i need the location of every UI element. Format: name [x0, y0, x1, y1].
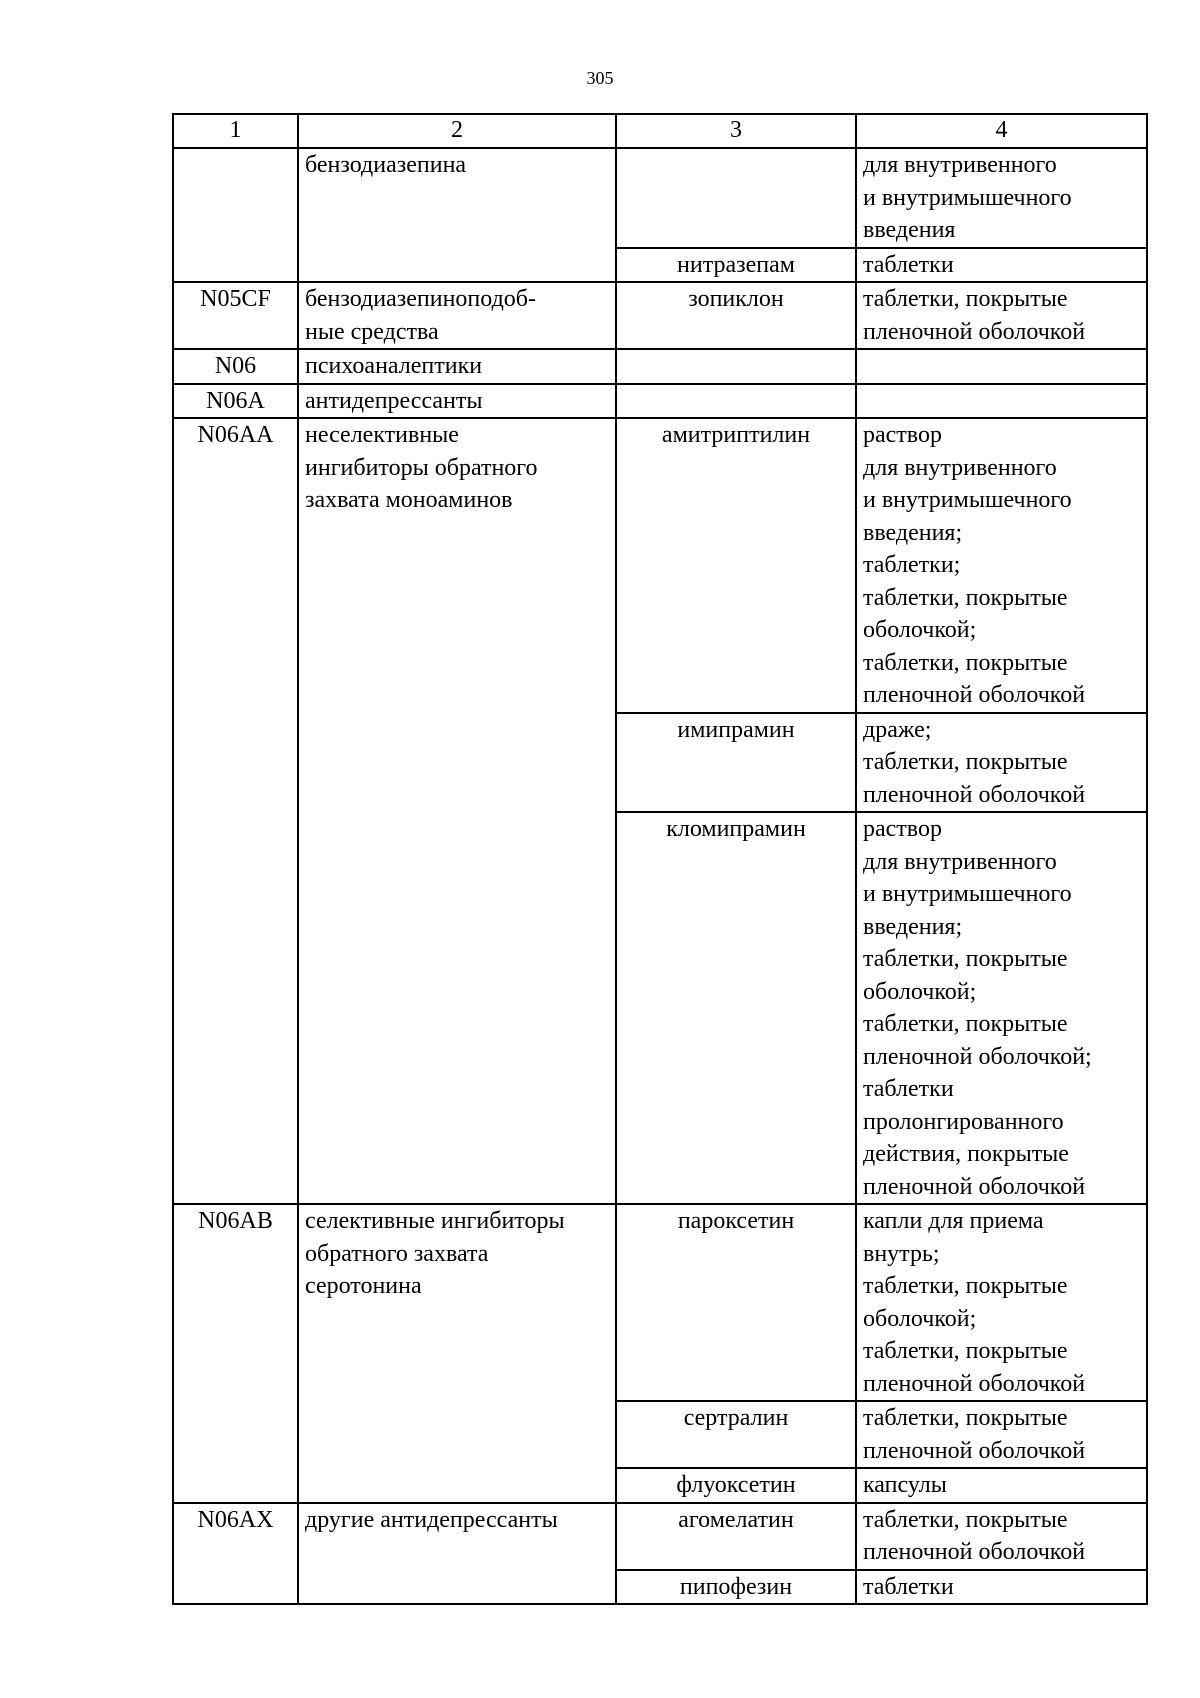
group-name-line: бензодиазепина — [305, 152, 467, 178]
dosage-form-line: введения — [863, 217, 956, 243]
dosage-form-cell — [856, 282, 1147, 349]
drug-name-cell: кломипрамин — [616, 812, 856, 1204]
dosage-form-line: таблетки, покрытые — [863, 946, 1068, 972]
table-row — [173, 1503, 1147, 1570]
dosage-form-line: капсулы — [863, 1472, 947, 1498]
dosage-form-line: оболочкой; — [863, 1305, 977, 1332]
dosage-form-line: пленочной оболочкой — [863, 781, 1086, 808]
dosage-form-line: внутрь; — [863, 1240, 940, 1267]
dosage-form-cell — [856, 713, 1147, 813]
dosage-form-line: для внутривенного — [863, 454, 1057, 481]
drug-name-cell: пароксетин — [616, 1204, 856, 1401]
group-name-line: неселективные — [305, 422, 459, 448]
dosage-form-line: действия, покрытые — [863, 1141, 1069, 1167]
dosage-form-line: пленочной оболочкой — [863, 1437, 1086, 1464]
dosage-form-line: таблетки — [863, 251, 954, 278]
atc-code-cell: N05CF — [173, 282, 298, 349]
atc-code-cell: N06AA — [173, 418, 298, 1204]
group-name-cell — [298, 384, 616, 419]
dosage-form-cell — [856, 1570, 1147, 1605]
atc-code-cell: N06A — [173, 384, 298, 419]
dosage-form-cell — [856, 248, 1147, 283]
dosage-form-line: введения; — [863, 519, 963, 546]
table-row — [173, 282, 1147, 349]
dosage-form-line: таблетки — [863, 1573, 954, 1600]
drug-name-cell: сертралин — [616, 1401, 856, 1468]
dosage-form-line: таблетки; — [863, 552, 961, 578]
group-name-cell — [298, 148, 616, 282]
dosage-form-cell — [856, 349, 1147, 384]
drug-name-cell — [616, 148, 856, 248]
header-cell-2: 2 — [298, 114, 616, 148]
group-name-cell — [298, 418, 616, 1204]
header-cell-3: 3 — [616, 114, 856, 148]
dosage-form-line: таблетки, покрытые — [863, 1405, 1068, 1431]
dosage-form-line: драже; — [863, 716, 932, 743]
dosage-form-line: раствор — [863, 422, 942, 448]
table-row — [173, 349, 1147, 384]
dosage-form-line: капли для приема — [863, 1208, 1044, 1234]
dosage-form-line: пленочной оболочкой — [863, 1370, 1086, 1397]
dosage-form-line: таблетки, покрытые — [863, 584, 1068, 611]
dosage-form-cell — [856, 148, 1147, 248]
drug-name-cell: амитриптилин — [616, 418, 856, 713]
dosage-form-line: таблетки, покрытые — [863, 1506, 1068, 1533]
dosage-form-cell — [856, 1503, 1147, 1570]
dosage-form-line: таблетки, покрытые — [863, 1273, 1068, 1299]
dosage-form-line: таблетки, покрытые — [863, 1011, 1068, 1037]
drug-table — [172, 113, 1148, 1605]
table-row — [173, 1204, 1147, 1401]
drug-name-cell — [616, 349, 856, 384]
dosage-form-line: раствор — [863, 816, 942, 842]
table-row — [173, 148, 1147, 248]
group-name-line: захвата моноаминов — [305, 487, 513, 513]
dosage-form-line: оболочкой; — [863, 978, 977, 1005]
group-name-line: селективные ингибиторы — [305, 1208, 565, 1234]
header-row — [173, 114, 1147, 148]
header-cell-4: 4 — [856, 114, 1147, 148]
header-cell-1: 1 — [173, 114, 298, 148]
dosage-form-line: пленочной оболочкой — [863, 682, 1086, 708]
dosage-form-line: пленочной оболочкой; — [863, 1043, 1092, 1070]
dosage-form-line: для внутривенного — [863, 152, 1057, 178]
group-name-cell — [298, 282, 616, 349]
dosage-form-cell — [856, 1468, 1147, 1503]
group-name-cell — [298, 1204, 616, 1503]
group-name-line: бензодиазепиноподоб- — [305, 286, 536, 312]
dosage-form-line: введения; — [863, 913, 963, 940]
drug-name-cell: флуоксетин — [616, 1468, 856, 1503]
group-name-cell — [298, 1503, 616, 1605]
drug-name-cell: агомелатин — [616, 1503, 856, 1570]
group-name-line: другие антидепрессанты — [305, 1506, 558, 1533]
drug-name-cell: пипофезин — [616, 1570, 856, 1605]
dosage-form-line: таблетки — [863, 1076, 954, 1102]
atc-code-cell — [173, 148, 298, 282]
dosage-form-line: и внутримышечного — [863, 184, 1072, 211]
dosage-form-line: таблетки, покрытые — [863, 649, 1068, 676]
group-name-line: серотонина — [305, 1273, 422, 1299]
drug-name-cell — [616, 384, 856, 419]
dosage-form-cell — [856, 1401, 1147, 1468]
dosage-form-cell — [856, 418, 1147, 713]
group-name-line: обратного захвата — [305, 1240, 489, 1267]
dosage-form-line: пленочной оболочкой — [863, 1539, 1086, 1565]
dosage-form-line: оболочкой; — [863, 617, 977, 643]
dosage-form-line: и внутримышечного — [863, 487, 1072, 513]
drug-name-cell: нитразепам — [616, 248, 856, 283]
atc-code-cell: N06AX — [173, 1503, 298, 1605]
dosage-form-cell — [856, 384, 1147, 419]
dosage-form-line: таблетки, покрытые — [863, 286, 1068, 312]
dosage-form-line: для внутривенного — [863, 848, 1057, 875]
dosage-form-cell — [856, 1204, 1147, 1401]
dosage-form-line: пленочной оболочкой — [863, 1173, 1086, 1200]
group-name-line: антидепрессанты — [305, 387, 483, 414]
atc-code-cell: N06 — [173, 349, 298, 384]
atc-code-cell: N06AB — [173, 1204, 298, 1503]
dosage-form-line: таблетки, покрытые — [863, 1338, 1068, 1364]
table-row — [173, 418, 1147, 713]
table-row — [173, 384, 1147, 419]
group-name-line: ингибиторы обратного — [305, 454, 538, 481]
drug-name-cell: имипрамин — [616, 713, 856, 813]
page-number: 305 — [586, 68, 614, 88]
dosage-form-line: пленочной оболочкой — [863, 318, 1086, 345]
group-name-line: психоаналептики — [305, 353, 483, 379]
group-name-line: ные средства — [305, 318, 439, 345]
dosage-form-line: и внутримышечного — [863, 881, 1072, 907]
group-name-cell — [298, 349, 616, 384]
dosage-form-line: таблетки, покрытые — [863, 749, 1068, 775]
dosage-form-cell — [856, 812, 1147, 1204]
dosage-form-line: пролонгированного — [863, 1108, 1064, 1135]
drug-name-cell: зопиклон — [616, 282, 856, 349]
